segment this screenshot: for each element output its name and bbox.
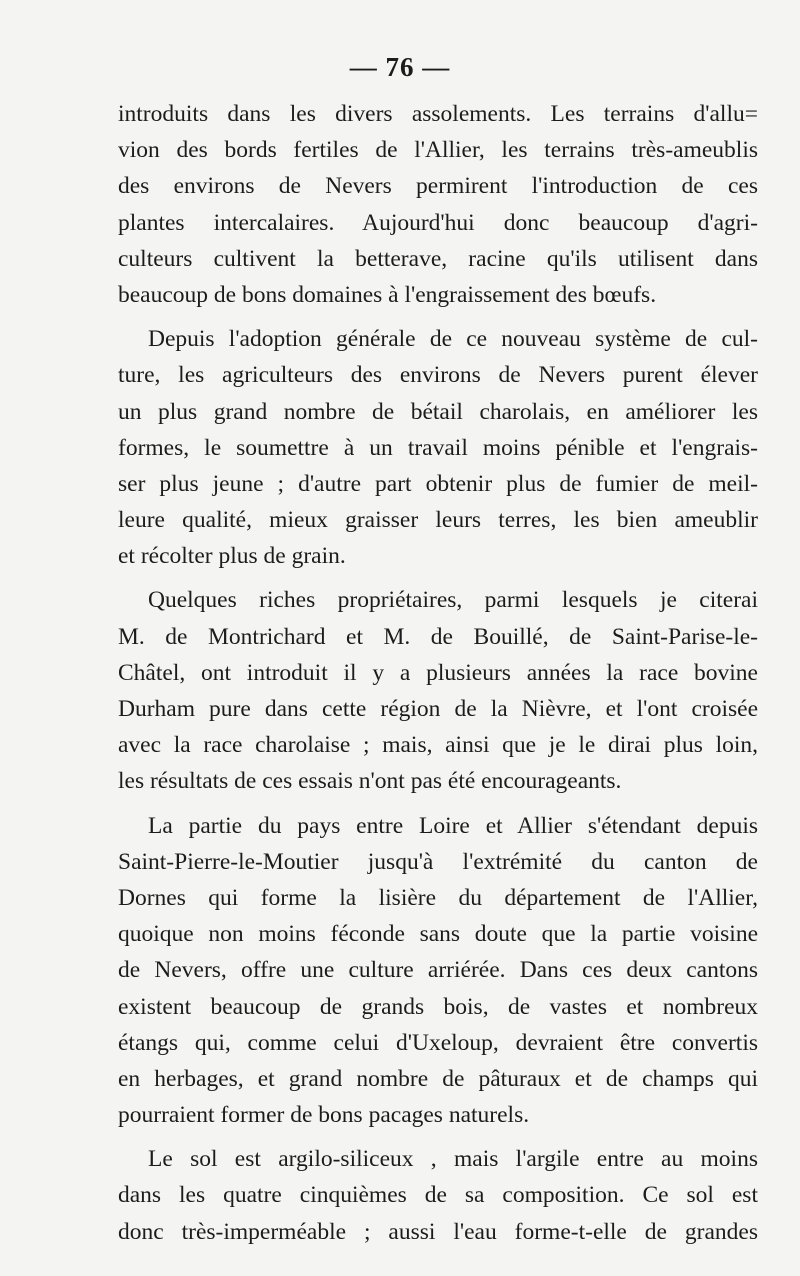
paragraph-gap <box>118 574 758 582</box>
text-line: avec la race charolaise ; mais, ainsi que je le dirai plus loin, <box>118 732 758 759</box>
text-line: ser plus jeune ; d'autre part obtenir plus de fumier de meil- <box>118 470 758 497</box>
body-text <box>118 96 758 1250</box>
text-line: Depuis l'adoption générale de ce nouveau système de cul- <box>148 326 758 353</box>
paragraph-gap <box>118 313 758 321</box>
paragraph <box>118 96 758 313</box>
paragraph-gap <box>118 800 758 808</box>
text-line: et récolter plus de grain. <box>118 543 346 570</box>
text-line: introduits dans les divers assolements. Les terrains d'allu= <box>118 101 758 127</box>
text-line: un plus grand nombre de bétail charolais, en améliorer les <box>118 398 758 425</box>
text-line: existent beaucoup de grands bois, de vastes et nombreux <box>118 993 758 1020</box>
text-line: dans les quatre cinquièmes de sa composition. Ce sol est <box>118 1182 758 1209</box>
text-line: Quelques riches propriétaires, parmi lesquels je citerai <box>148 587 758 614</box>
text-line: leure qualité, mieux graisser leurs terres, les bien ameublir <box>118 507 758 534</box>
page-number: — 76 — <box>349 52 451 82</box>
text-line: M. de Montrichard et M. de Bouillé, de Saint-Parise-le- <box>118 623 758 650</box>
text-line: Le sol est argilo-siliceux , mais l'argile entre au moins <box>148 1146 758 1173</box>
text-line: Durham pure dans cette région de la Nièvre, et l'ont croisée <box>118 696 758 722</box>
text-line: Dornes qui forme la lisière du département de l'Allier, <box>118 884 758 911</box>
text-line: étangs qui, comme celui d'Uxeloup, devraient être convertis <box>118 1029 758 1056</box>
paragraph <box>118 1141 758 1250</box>
paragraph <box>118 582 758 799</box>
text-line: vion des bords fertiles de l'Allier, les terrains très-ameublis <box>118 137 758 164</box>
paragraph <box>118 808 758 1134</box>
text-line: plantes intercalaires. Aujourd'hui donc beaucoup d'agri- <box>118 209 758 236</box>
text-line: Saint-Pierre-le-Moutier jusqu'à l'extrémité du canton de <box>118 848 758 875</box>
text-line: formes, le soumettre à un travail moins pénible et l'engrais- <box>118 434 758 461</box>
text-line: pourraient former de bons pacages naturels. <box>118 1102 530 1129</box>
paragraph <box>118 321 758 574</box>
text-line: Châtel, ont introduit il y a plusieurs années la race bovine <box>118 659 758 686</box>
text-line: quoique non moins féconde sans doute que la partie voisine <box>118 921 758 948</box>
text-line: culteurs cultivent la betterave, racine qu'ils utilisent dans <box>118 245 758 272</box>
text-line: de Nevers, offre une culture arriérée. Dans ces deux cantons <box>118 957 758 984</box>
text-line: beaucoup de bons domaines à l'engraissement des bœufs. <box>118 281 657 308</box>
text-line: en herbages, et grand nombre de pâturaux et de champs qui <box>118 1065 758 1092</box>
text-line: les résultats de ces essais n'ont pas été encourageants. <box>118 768 622 795</box>
text-line: ture, les agriculteurs des environs de Nevers purent élever <box>118 362 758 389</box>
text-line: donc très-imperméable ; aussi l'eau forme-t-elle de grandes <box>118 1218 758 1245</box>
text-line: des environs de Nevers permirent l'introduction de ces <box>118 173 758 200</box>
text-line: La partie du pays entre Loire et Allier s'étendant depuis <box>148 812 758 839</box>
paragraph-gap <box>118 1133 758 1141</box>
